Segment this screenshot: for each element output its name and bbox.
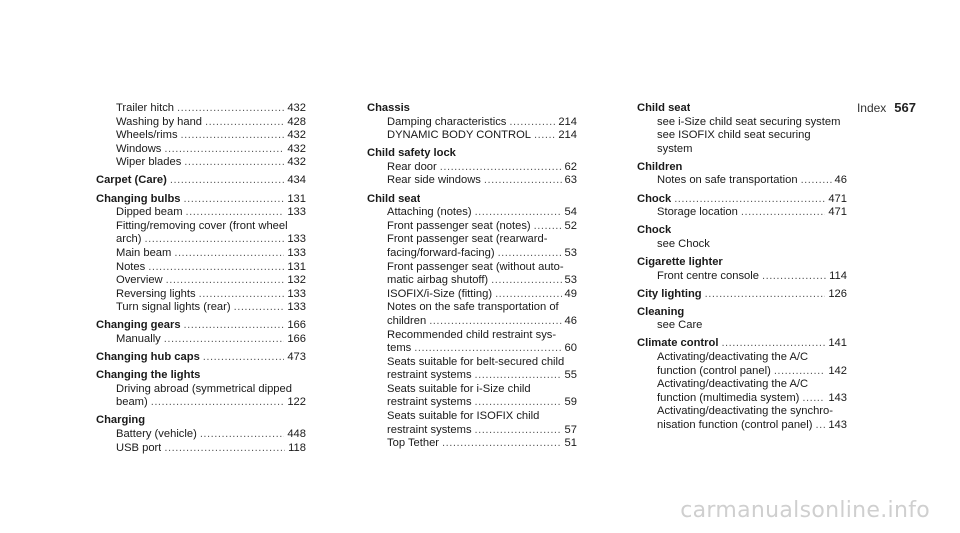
entry-line <box>657 419 847 433</box>
entry-text: Notes on safe transportation <box>657 174 798 187</box>
entry-text-line: Notes on the safe transportation of <box>387 301 559 314</box>
index-subentry <box>367 233 577 260</box>
index-subentry <box>96 102 306 116</box>
entry-line <box>367 193 577 207</box>
entry-line <box>387 161 577 175</box>
page-ref: 55 <box>564 369 577 382</box>
page-ref: 63 <box>564 174 577 187</box>
entry-text: Changing gears <box>96 319 181 332</box>
dot-leader <box>164 442 285 456</box>
page-ref: 131 <box>287 260 306 273</box>
page-ref: 118 <box>288 441 306 454</box>
index-subentry <box>367 220 577 234</box>
entry-text: Turn signal lights (rear) <box>116 301 231 314</box>
index-entry <box>96 193 306 207</box>
dot-leader <box>174 247 284 261</box>
entry-text: Child seat <box>637 102 691 114</box>
index-subentry <box>637 174 847 188</box>
page-ref: 166 <box>287 319 306 332</box>
index-subentry <box>96 116 306 130</box>
page-ref: 54 <box>564 206 577 219</box>
entry-line <box>637 161 847 175</box>
dot-leader <box>414 342 561 356</box>
page-ref: 143 <box>828 418 847 431</box>
entry-text: children <box>387 314 427 327</box>
entry-line <box>116 102 306 116</box>
index-entry <box>637 256 847 270</box>
dot-leader <box>495 288 561 302</box>
page-ref: 141 <box>828 337 847 350</box>
entry-text: ISOFIX/i-Size (fitting) <box>387 287 493 300</box>
entry-text: Main beam <box>116 246 172 259</box>
index-subentry <box>637 116 847 130</box>
index-subentry <box>367 301 577 328</box>
entry-text: Attaching (notes) <box>387 206 472 219</box>
entry-text: Chock <box>637 224 672 237</box>
index-subentry <box>367 383 577 410</box>
dot-leader <box>184 156 284 170</box>
page-ref: 57 <box>564 423 577 436</box>
entry-line <box>637 288 847 302</box>
page-ref: 214 <box>558 129 577 142</box>
dot-leader <box>762 270 826 284</box>
entry-text: Notes <box>116 260 146 273</box>
dot-leader <box>802 392 825 406</box>
entry-line <box>657 174 847 188</box>
entry-line <box>637 337 847 351</box>
index-subentry <box>96 442 306 456</box>
page-ref: 132 <box>287 274 306 287</box>
dot-leader <box>186 206 285 220</box>
index-subentry <box>637 270 847 284</box>
entry-text: Cigarette lighter <box>637 255 723 268</box>
entry-text: Carpet (Care) <box>96 174 167 187</box>
page-ref: 133 <box>287 233 306 246</box>
entry-line <box>116 333 306 347</box>
page-ref: 473 <box>287 351 306 364</box>
entry-line <box>657 206 847 220</box>
cross-reference: see Chock <box>657 237 710 250</box>
entry-text: beam) <box>116 396 148 409</box>
index-entry <box>96 319 306 333</box>
page-ref: 133 <box>287 301 306 314</box>
dot-leader <box>164 333 285 347</box>
dot-leader <box>774 365 826 379</box>
index-subentry <box>637 238 847 252</box>
dot-leader <box>184 193 285 207</box>
index-entry <box>637 337 847 351</box>
dot-leader <box>491 274 561 288</box>
index-subentry <box>637 129 847 156</box>
page-ref: 471 <box>828 192 847 205</box>
index-subentry <box>96 428 306 442</box>
dot-leader <box>484 174 562 188</box>
index-entry <box>96 369 306 383</box>
index-entry <box>367 193 577 207</box>
entry-line <box>387 315 577 329</box>
dot-leader <box>145 233 285 247</box>
dot-leader <box>509 116 555 130</box>
index-subentry <box>367 206 577 220</box>
dot-leader <box>440 161 562 175</box>
entry-line <box>116 261 306 275</box>
entry-line <box>116 274 306 288</box>
dot-leader <box>534 129 555 143</box>
page-ref: 51 <box>564 437 577 450</box>
page-ref: 432 <box>287 129 306 142</box>
entry-text: Cleaning <box>637 305 685 318</box>
entry-line <box>637 306 847 320</box>
dot-leader <box>203 351 285 365</box>
page-ref: 142 <box>828 364 847 377</box>
index-column-3 <box>637 102 847 433</box>
entry-text: Storage location <box>657 206 738 219</box>
page-ref: 60 <box>564 342 577 355</box>
index-subentry <box>367 356 577 383</box>
entry-line <box>116 143 306 157</box>
cross-reference: see Care <box>657 319 703 332</box>
entry-line <box>657 365 847 379</box>
index-subentry <box>96 261 306 275</box>
page-ref: 434 <box>287 174 306 187</box>
entry-text: restraint systems <box>387 396 472 409</box>
entry-text: Wheels/rims <box>116 129 178 142</box>
dot-leader <box>498 247 562 261</box>
entry-text-line: Seats suitable for i-Size child <box>387 382 531 395</box>
dot-leader <box>151 396 285 410</box>
page-ref: 114 <box>829 269 847 282</box>
page-ref: 133 <box>287 246 306 259</box>
index-subentry <box>367 116 577 130</box>
index-subentry <box>96 156 306 170</box>
entry-line <box>637 193 847 207</box>
index-subentry <box>96 129 306 143</box>
index-subentry <box>367 437 577 451</box>
index-subentry <box>637 378 847 405</box>
index-subentry <box>96 383 306 410</box>
index-subentry <box>96 274 306 288</box>
index-subentry <box>637 351 847 378</box>
entry-line <box>367 147 577 161</box>
entry-text-line: Front passenger seat (rearward- <box>387 233 548 246</box>
page-ref: 133 <box>287 287 306 300</box>
entry-text: Trailer hitch <box>116 102 175 114</box>
entry-text: arch) <box>116 233 142 246</box>
dot-leader <box>721 337 825 351</box>
page-ref: 471 <box>828 206 847 219</box>
entry-text: Overview <box>116 274 163 287</box>
entry-text: Chock <box>637 192 672 205</box>
index-entry <box>367 147 577 161</box>
entry-text: Top Tether <box>387 437 440 450</box>
entry-line <box>116 288 306 302</box>
entry-text: nisation function (control panel) <box>657 418 813 431</box>
dot-leader <box>164 143 284 157</box>
entry-text: Climate control <box>637 337 719 350</box>
entry-text: Children <box>637 160 683 173</box>
entry-line <box>387 369 577 383</box>
page-ref: 49 <box>564 287 577 300</box>
entry-text: Changing the lights <box>96 369 201 382</box>
entry-text: function (multimedia system) <box>657 391 800 404</box>
index-subentry <box>637 405 847 432</box>
page-ref: 46 <box>834 174 847 187</box>
entry-text: USB port <box>116 441 162 454</box>
entry-text-line: Activating/deactivating the synchro- <box>657 405 833 418</box>
dot-leader <box>184 319 285 333</box>
entry-text: Child safety lock <box>367 147 456 160</box>
index-subentry <box>367 410 577 437</box>
index-subentry <box>96 333 306 347</box>
cross-reference: see ISOFIX child seat securing system <box>657 129 811 155</box>
index-entry <box>637 193 847 207</box>
dot-leader <box>166 274 285 288</box>
entry-line <box>387 342 577 356</box>
dot-leader <box>705 288 826 302</box>
index-subentry <box>96 301 306 315</box>
page-ref: 432 <box>287 102 306 114</box>
entry-line <box>116 247 306 261</box>
page-ref: 62 <box>564 160 577 173</box>
entry-text-line: Activating/deactivating the A/C <box>657 351 809 363</box>
index-subentry <box>367 288 577 302</box>
index-subentry <box>637 206 847 220</box>
dot-leader <box>181 129 285 143</box>
index-subentry <box>367 161 577 175</box>
entry-line <box>96 193 306 207</box>
index-entry <box>637 288 847 302</box>
entry-line <box>116 301 306 315</box>
entry-line <box>116 428 306 442</box>
page-ref: 46 <box>564 314 577 327</box>
index-entry <box>96 351 306 365</box>
entry-text: Manually <box>116 333 161 345</box>
entry-text: restraint systems <box>387 369 472 382</box>
dot-leader <box>429 315 561 329</box>
entry-text: DYNAMIC BODY CONTROL <box>387 129 532 142</box>
entry-line <box>116 116 306 130</box>
index-entry <box>96 414 306 428</box>
entry-line <box>387 437 577 451</box>
entry-text: Damping characteristics <box>387 115 507 128</box>
page-ref: 131 <box>287 192 306 205</box>
entry-line <box>96 414 306 428</box>
entry-text: facing/forward-facing) <box>387 246 495 259</box>
entry-line <box>657 392 847 406</box>
entry-text: tems <box>387 342 412 355</box>
entry-text: Dipped beam <box>116 206 183 219</box>
entry-text: Wiper blades <box>116 156 182 169</box>
entry-line <box>96 351 306 365</box>
entry-line <box>367 102 577 116</box>
page-header <box>857 100 916 115</box>
index-column-1 <box>96 102 306 455</box>
entry-text-line: Seats suitable for ISOFIX child <box>387 410 540 423</box>
page-ref: 143 <box>828 391 847 404</box>
index-entry <box>637 224 847 238</box>
index-subentry <box>96 143 306 157</box>
dot-leader <box>674 193 825 207</box>
entry-text: Front passenger seat (notes) <box>387 219 531 232</box>
dot-leader <box>177 102 284 116</box>
index-subentry <box>367 329 577 356</box>
entry-line <box>116 442 306 456</box>
entry-text: Reversing lights <box>116 287 196 300</box>
cross-reference: see i-Size child seat securing system <box>657 115 841 128</box>
entry-line <box>116 156 306 170</box>
entry-text: Rear side windows <box>387 174 481 187</box>
entry-line <box>637 224 847 238</box>
dot-leader <box>475 369 562 383</box>
index-subentry <box>367 261 577 288</box>
entry-text: function (control panel) <box>657 364 771 377</box>
entry-text-line: Driving abroad (symmetrical dipped <box>116 382 292 395</box>
entry-text: City lighting <box>637 287 702 300</box>
watermark: carmanualsonline.info <box>680 498 930 523</box>
entry-line <box>637 256 847 270</box>
index-entry <box>637 102 847 116</box>
dot-leader <box>234 301 285 315</box>
entry-line <box>637 102 847 116</box>
page-ref: 126 <box>828 287 847 300</box>
dot-leader <box>475 424 562 438</box>
entry-text: Child seat <box>367 192 421 205</box>
entry-line <box>387 129 577 143</box>
entry-text-line: Front passenger seat (without auto- <box>387 260 564 273</box>
page-ref: 122 <box>287 396 306 409</box>
dot-leader <box>815 419 825 433</box>
entry-text-line: Recommended child restraint sys- <box>387 328 557 341</box>
page-ref: 448 <box>287 428 306 441</box>
dot-leader <box>199 288 285 302</box>
page-ref: 428 <box>287 115 306 128</box>
entry-line <box>387 424 577 438</box>
index-entry <box>367 102 577 116</box>
entry-line <box>387 174 577 188</box>
entry-line <box>116 129 306 143</box>
index-entry <box>637 306 847 320</box>
entry-line <box>116 396 306 410</box>
entry-line <box>116 206 306 220</box>
entry-line <box>387 396 577 410</box>
index-column-2 <box>367 102 577 451</box>
entry-line <box>96 319 306 333</box>
page-ref: 133 <box>287 206 306 219</box>
entry-text-line: Seats suitable for belt-secured child <box>387 355 565 368</box>
index-entry <box>637 161 847 175</box>
dot-leader <box>148 261 284 275</box>
entry-line <box>96 174 306 188</box>
entry-line <box>387 247 577 261</box>
entry-text: Charging <box>96 414 146 427</box>
dot-leader <box>475 396 562 410</box>
index-subentry <box>96 206 306 220</box>
entry-line <box>387 220 577 234</box>
entry-text: Battery (vehicle) <box>116 428 197 441</box>
entry-text: Rear door <box>387 160 437 173</box>
entry-text-line: Fitting/removing cover (front wheel <box>116 219 288 232</box>
index-entry <box>96 174 306 188</box>
dot-leader <box>475 206 562 220</box>
entry-line <box>657 270 847 284</box>
page-ref: 59 <box>564 396 577 409</box>
page-ref: 52 <box>564 219 577 232</box>
entry-line <box>387 288 577 302</box>
entry-text: Changing hub caps <box>96 351 200 364</box>
page-ref: 432 <box>287 142 306 155</box>
index-subentry <box>367 129 577 143</box>
page-ref: 214 <box>558 115 577 128</box>
index-subentry <box>96 288 306 302</box>
page-ref: 432 <box>287 156 306 169</box>
dot-leader <box>200 428 285 442</box>
entry-line <box>116 233 306 247</box>
dot-leader <box>534 220 562 234</box>
entry-text: matic airbag shutoff) <box>387 274 489 287</box>
dot-leader <box>442 437 562 451</box>
entry-line <box>387 274 577 288</box>
entry-text: restraint systems <box>387 423 472 436</box>
index-subentry <box>367 174 577 188</box>
dot-leader <box>801 174 832 188</box>
entry-text: Chassis <box>367 102 410 114</box>
page-ref: 53 <box>564 274 577 287</box>
index-subentry <box>96 247 306 261</box>
header-label: Index <box>856 101 887 115</box>
entry-line <box>387 116 577 130</box>
entry-text-line: Activating/deactivating the A/C <box>657 378 809 391</box>
dot-leader <box>170 174 284 188</box>
page-number: 567 <box>894 100 916 115</box>
entry-text: Front centre console <box>657 269 759 282</box>
dot-leader <box>205 116 284 130</box>
page-ref: 53 <box>564 246 577 259</box>
index-subentry <box>637 319 847 333</box>
entry-line <box>96 369 306 383</box>
entry-text: Washing by hand <box>116 115 203 128</box>
page-ref: 166 <box>287 333 306 345</box>
entry-line <box>387 206 577 220</box>
dot-leader <box>741 206 825 220</box>
entry-text: Changing bulbs <box>96 192 181 205</box>
entry-text: Windows <box>116 142 162 155</box>
index-subentry <box>96 220 306 247</box>
